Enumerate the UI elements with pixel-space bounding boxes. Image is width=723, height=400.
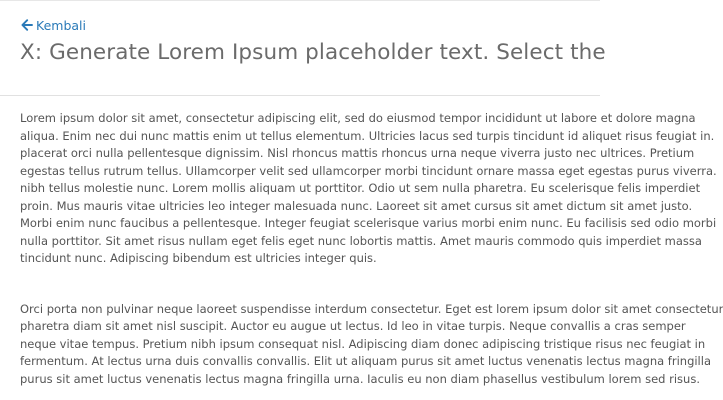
paragraph-line: Orci porta non pulvinar neque laoreet suspendisse interdum consectetur. Eget est lorem ipsum dolor sit amet consectetur xyxy=(20,301,723,316)
page-title: X: Generate Lorem Ipsum placeholder text. Select the xyxy=(20,40,606,65)
paragraph-line: pharetra diam sit amet nisl suscipit. Auctor eu augue ut lectus. Id leo in vitae turpis. Neque convallis a cras semper xyxy=(20,319,686,333)
paragraph-line: fermentum. At lectus urna duis convallis convallis. Elit ut aliquam purus sit amet luctus venenatis lectus magna fringilla xyxy=(20,354,711,368)
back-link[interactable] xyxy=(21,18,86,34)
paragraph-line: nulla porttitor. Sit amet risus nullam eget felis eget nunc lobortis mattis. Amet mauris commodo quis imperdiet massa xyxy=(20,233,702,248)
back-link-label: Kembali xyxy=(36,18,86,33)
paragraph-line: neque vitae tempus. Pretium nibh ipsum consequat nisl. Adipiscing diam donec adipiscing tristique risus nec feugiat in xyxy=(20,336,706,351)
paragraph-line: egestas tellus rutrum tellus. Ullamcorper velit sed ullamcorper morbi tincidunt ornare massa eget egestas purus viverra. xyxy=(20,163,717,178)
paragraph-line: aliqua. Enim nec dui nunc mattis enim ut tellus elementum. Ultricies lacus sed turpis tincidunt id aliquet risus feugiat in. xyxy=(20,128,715,143)
paragraph-line: placerat orci nulla pellentesque dignissim. Nisl rhoncus mattis rhoncus urna neque viverra justo nec ultrices. Pretium xyxy=(20,146,695,160)
top-border xyxy=(0,0,600,1)
page-header xyxy=(0,0,606,96)
arrow-left-icon xyxy=(21,19,33,31)
paragraph-line: Morbi enim nunc faucibus a pellentesque. Integer feugiat scelerisque varius morbi enim nunc. Eu facilisis sed odio morbi xyxy=(20,216,717,230)
paragraph-line: proin. Mus mauris vitae ultricies leo integer malesuada nunc. Laoreet sit amet cursus sit amet dictum sit amet justo. xyxy=(20,198,693,213)
paragraph-2 xyxy=(20,301,723,389)
lorem-content xyxy=(20,110,723,400)
paragraph-1 xyxy=(20,110,717,268)
paragraph-line: nibh tellus molestie nunc. Lorem mollis aliquam ut porttitor. Odio ut sem nulla pharetra. Eu scelerisque felis imperdiet xyxy=(20,181,701,195)
paragraph-line: purus sit amet luctus venenatis lectus magna fringilla urna. Iaculis eu non diam phasellus vestibulum lorem sed risus. xyxy=(20,371,700,386)
paragraph-line: Lorem ipsum dolor sit amet, consectetur adipiscing elit, sed do eiusmod tempor incididunt ut labore et dolore magna xyxy=(20,111,696,125)
paragraph-line: tincidunt nunc. Adipiscing bibendum est ultricies integer quis. xyxy=(20,251,377,265)
